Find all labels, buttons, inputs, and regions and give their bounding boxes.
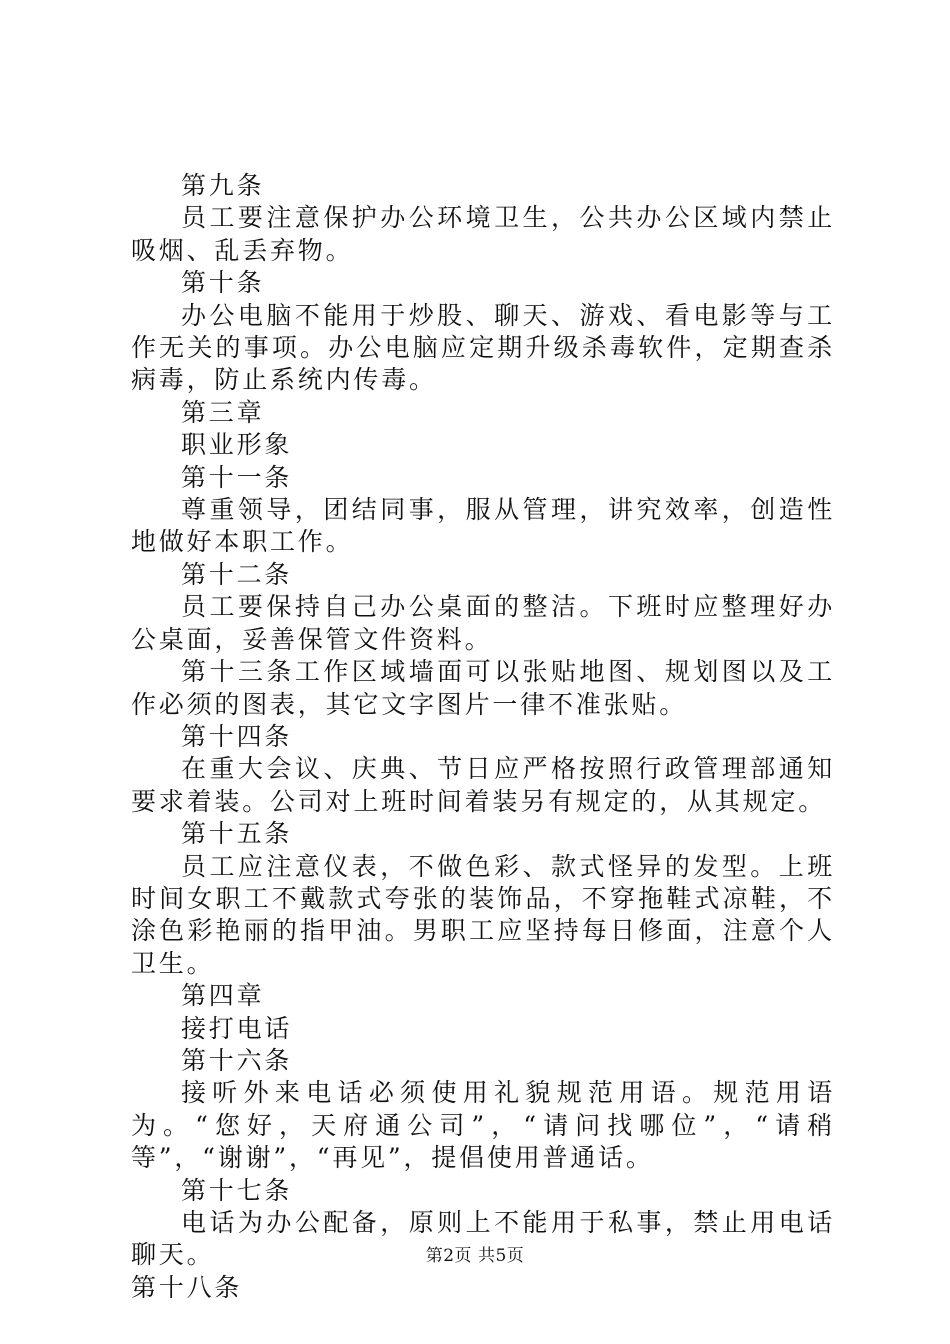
chapter-title: 接打电话	[181, 1013, 293, 1043]
document-body	[131, 170, 835, 1304]
chapter-heading: 第四章	[181, 981, 265, 1011]
article-text: 接听外来电话必须使用礼貌规范用语。规范用语为。“您好，天府通公司”，“请问找哪位”，“请稍等”，“谢谢”，“再见”，提倡使用普通话。	[131, 1078, 835, 1173]
article-heading: 第九条	[181, 171, 265, 200]
article-text: 第十三条工作区域墙面可以张贴地图、规划图以及工作必须的图表，其它文字图片一律不准张贴。	[131, 657, 835, 719]
article-heading: 第十二条	[181, 559, 293, 589]
article-heading: 第十四条	[181, 721, 293, 751]
article-text: 员工要保持自己办公桌面的整洁。下班时应整理好办公桌面，妥善保管文件资料。	[131, 592, 835, 654]
article-text: 尊重领导，团结同事，服从管理，讲究效率，创造性地做好本职工作。	[131, 495, 835, 557]
chapter-heading: 第三章	[181, 397, 265, 427]
article-text: 员工要注意保护办公环境卫生，公共办公区域内禁止吸烟、乱丢弃物。	[131, 203, 835, 265]
page-number-footer: 第2页 共5页	[425, 1246, 525, 1266]
article-text: 在重大会议、庆典、节日应严格按照行政管理部通知要求着装。公司对上班时间着装另有规定的，从其规定。	[131, 754, 835, 816]
article-text: 员工应注意仪表，不做色彩、款式怪异的发型。上班时间女职工不戴款式夸张的装饰品，不穿拖鞋式凉鞋，不涂色彩艳丽的指甲油。男职工应坚持每日修面，注意个人卫生。	[131, 851, 835, 978]
article-heading: 第十六条	[181, 1045, 293, 1075]
article-text: 电话为办公配备，原则上不能用于私事，禁止用电话聊天。	[131, 1208, 835, 1270]
article-text: 办公电脑不能用于炒股、聊天、游戏、看电影等与工作无关的事项。办公电脑应定期升级杀毒软件，定期查杀病毒，防止系统内传毒。	[131, 300, 835, 395]
chapter-title: 职业形象	[181, 430, 293, 460]
article-heading: 第十一条	[181, 462, 293, 492]
article-heading: 第十八条	[131, 1272, 243, 1302]
article-heading: 第十七条	[181, 1175, 293, 1205]
article-heading: 第十五条	[181, 819, 293, 849]
article-heading: 第十条	[181, 268, 265, 298]
